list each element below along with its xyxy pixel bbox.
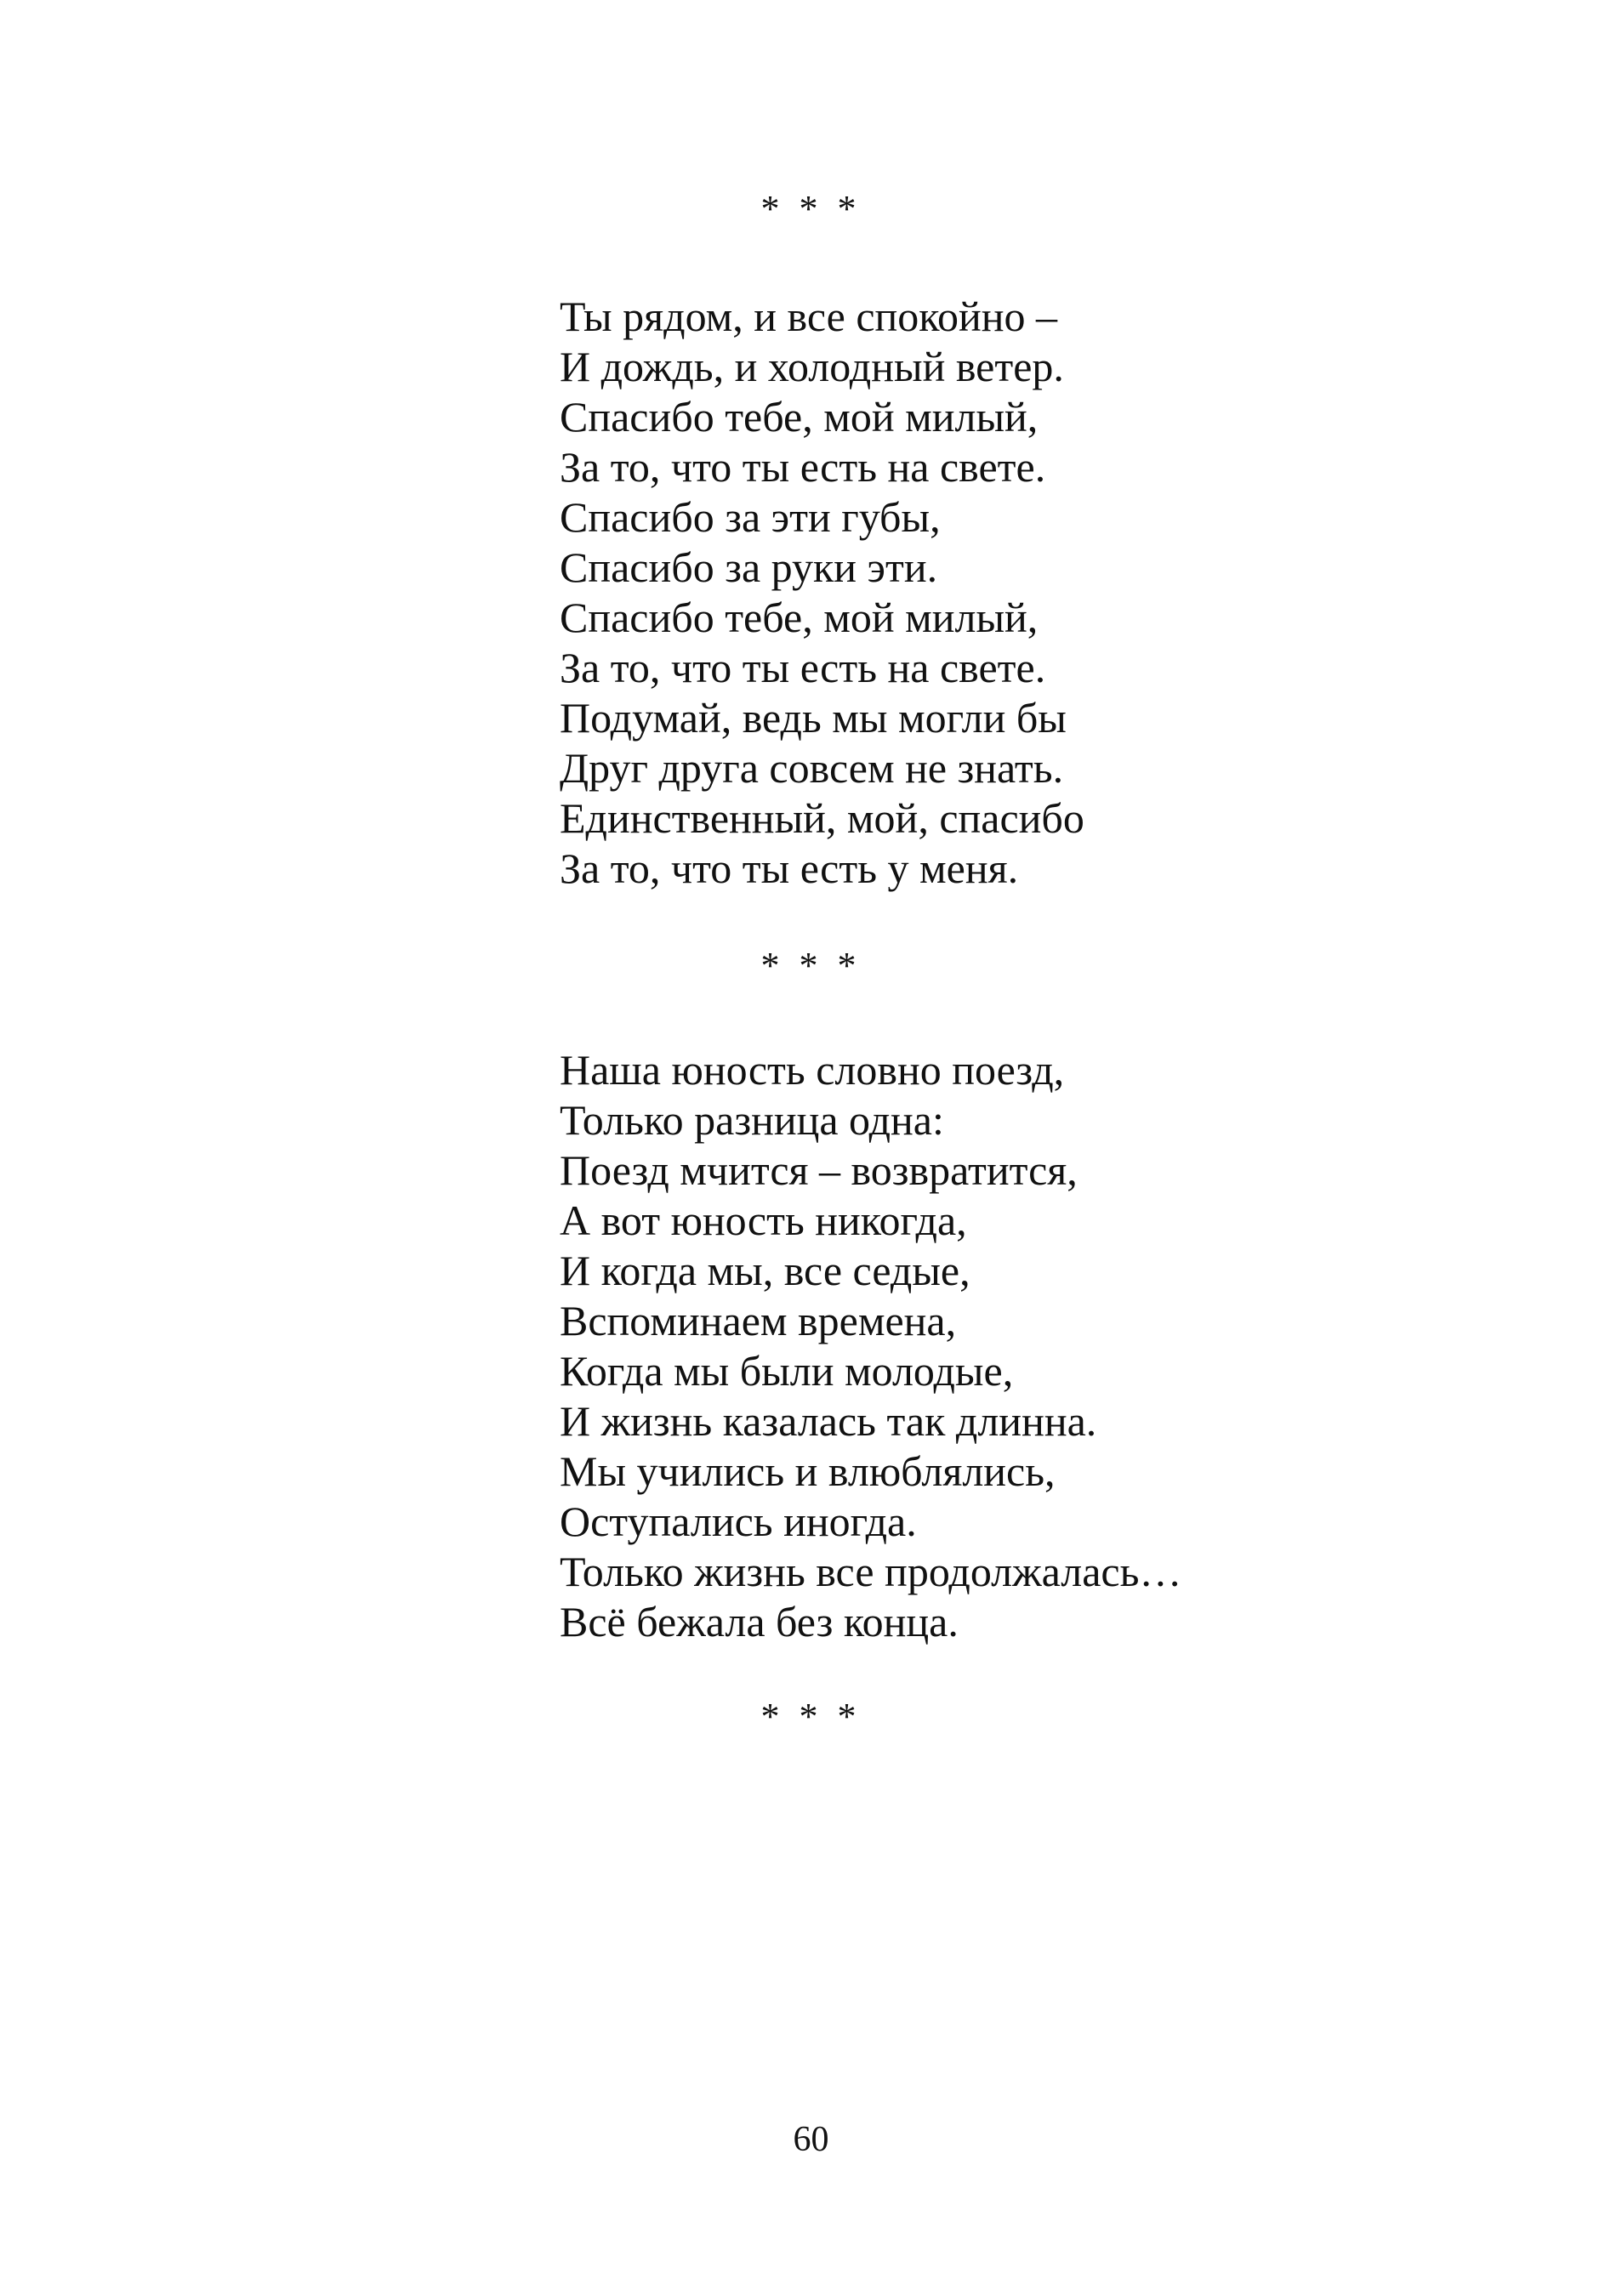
poem-line: Поезд мчится – возвратится, (560, 1146, 1078, 1194)
poem-line: Спасибо тебе, мой милый, (560, 393, 1039, 440)
section-separator: * * * (760, 1696, 862, 1737)
poem-line: Вспоминаем времена, (560, 1297, 957, 1344)
poem-line: Мы учились и влюблялись, (560, 1447, 1056, 1495)
poem-line: Всё бежала без конца. (560, 1598, 959, 1645)
poem-line: Только жизнь все продолжалась… (560, 1548, 1182, 1595)
poem-line: Когда мы были молодые, (560, 1347, 1014, 1395)
page-number: 60 (793, 2120, 829, 2159)
poem-line: За то, что ты есть у меня. (560, 844, 1019, 892)
poem-2 (560, 1045, 1181, 1647)
poem-line: Спасибо тебе, мой милый, (560, 594, 1039, 641)
poem-line: Подумай, ведь мы могли бы (560, 694, 1067, 742)
poem-line: Наша юность словно поезд, (560, 1046, 1065, 1094)
poem-line: И дождь, и холодный ветер. (560, 343, 1064, 390)
poem-line: За то, что ты есть на свете. (560, 644, 1046, 691)
poem-line: И жизнь казалась так длинна. (560, 1397, 1097, 1445)
poem-line: А вот юность никогда, (560, 1196, 967, 1244)
poem-line: Спасибо за эти губы, (560, 493, 941, 541)
poem-line: Оступались иногда. (560, 1498, 917, 1545)
poem-line: И когда мы, все седые, (560, 1247, 970, 1294)
section-separator: * * * (760, 945, 862, 986)
poem-line: Друг друга совсем не знать. (560, 744, 1064, 792)
poem-line: Ты рядом, и все спокойно – (560, 293, 1058, 340)
poem-1 (560, 292, 1084, 894)
poem-line: Единственный, мой, спасибо (560, 794, 1084, 842)
poem-line: За то, что ты есть на свете. (560, 443, 1046, 491)
poem-line: Только разница одна: (560, 1096, 944, 1144)
poem-line: Спасибо за руки эти. (560, 543, 938, 591)
section-separator: * * * (760, 188, 862, 230)
